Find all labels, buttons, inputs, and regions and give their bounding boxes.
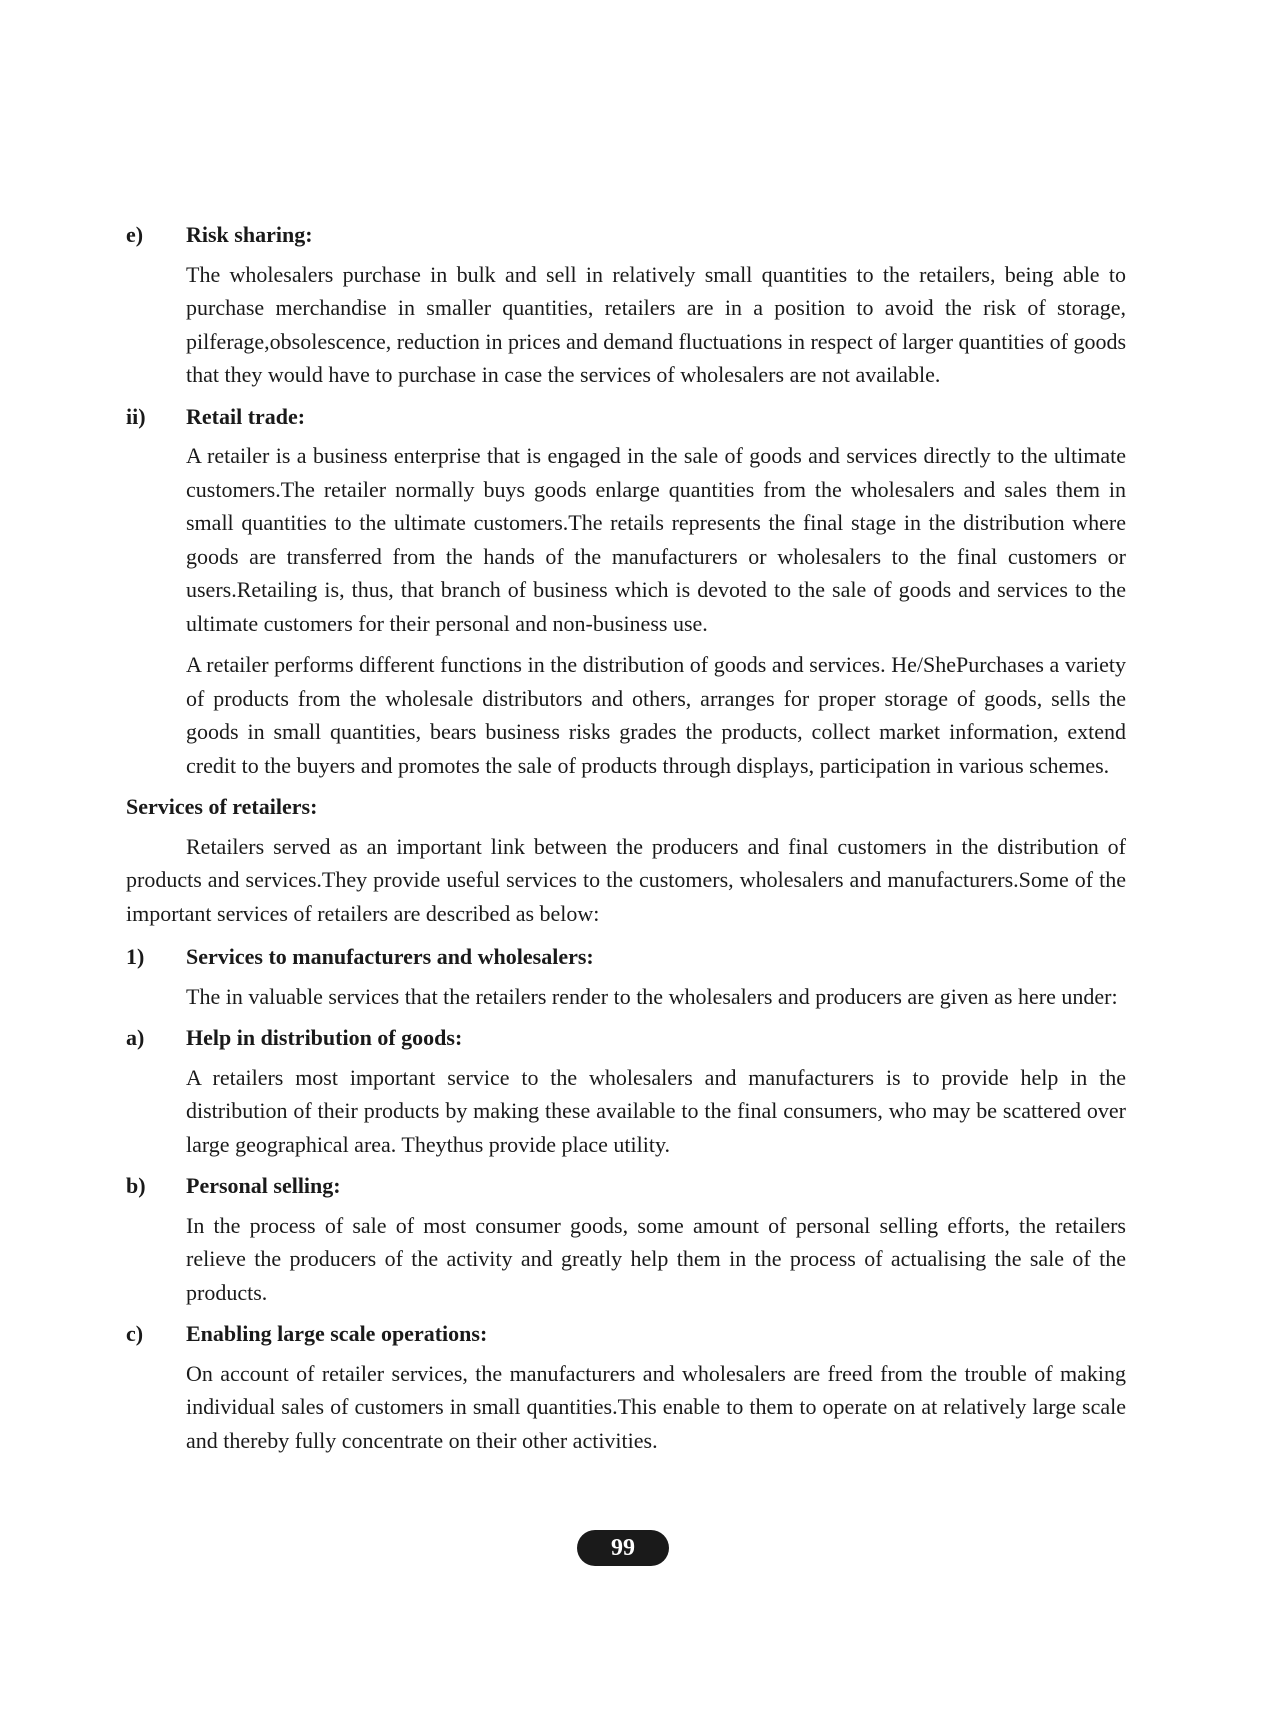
paragraph-retail-definition: A retailer is a business enterprise that is engaged in the sale of goods and services directly to the ultimate customers.The retailer normally buys goods enlarge quantities from the wholesalers and sales them in small quantities to the ultimate customers.The retails represents the final stage in the distribution where goods are transferred from the hands of the manufacturers or wholesalers to the final customers or users.Retailing is, thus, that branch of business which is devoted to the sale of goods and services to the ultimate customers for their personal and non-business use. [186, 443, 1126, 636]
paragraph-large-scale: On account of retailer services, the manufacturers and wholesalers are freed from the trouble of making individual sales of customers in small quantities.This enable to them to operate on at relatively large scale and thereby fully concentrate on their other activities. [186, 1360, 1126, 1453]
item-title: Services to manufacturers and wholesalers: [186, 944, 594, 969]
subheading-large-scale [126, 1317, 1126, 1351]
paragraph-risk-sharing: The wholesalers purchase in bulk and sell in relatively small quantities to the retailers, being able to purchase merchandise in smaller quantities, retailers are in a position to avoid the risk of storage, pilferage,obsolescence, reduction in prices and demand fluctuations in respect of larger quantities of goods that they would have to purchase in case the services of wholesalers are not available. [186, 261, 1126, 387]
item-title: Personal selling: [186, 1173, 341, 1198]
item-label: e) [126, 222, 144, 247]
subheading-risk-sharing [126, 218, 1126, 252]
item-label: c) [126, 1321, 144, 1346]
subheading-services-manufacturers [126, 940, 1126, 974]
item-title: Help in distribution of goods: [186, 1025, 463, 1050]
paragraph-retail-functions: A retailer performs different functions in the distribution of goods and services. He/ShePurchases a variety of products from the wholesale distributors and others, arranges for proper storage of goods, sells the goods in small quantities, bears business risks grades the products, collect market information, extend credit to the buyers and promotes the sale of products through displays, participation in various schemes. [186, 652, 1126, 778]
item-label: a) [126, 1025, 145, 1050]
item-label: ii) [126, 403, 146, 429]
paragraph-distribution-help: A retailers most important service to the wholesalers and manufacturers is to provide help in the distribution of their products by making these available to the final consumers, who may be scattered over large geographical area. Theythus provide place utility. [186, 1064, 1126, 1157]
paragraph-services-manufacturers: The in valuable services that the retailers render to the wholesalers and producers are given as here under: [186, 983, 1118, 1009]
item-label: b) [126, 1173, 146, 1198]
item-label: 1) [126, 944, 145, 969]
item-title: Retail trade: [186, 403, 306, 429]
page-number-badge: 99 [577, 1530, 669, 1566]
subheading-distribution-help [126, 1021, 1126, 1055]
page-content [126, 218, 1126, 1465]
paragraph-services-intro: Retailers served as an important link between the producers and final customers in the distribution of products and services.They provide useful services to the customers, wholesalers and manufacturers.Some of the important services of retailers are described as below: [126, 833, 1126, 926]
subheading-personal-selling [126, 1169, 1126, 1203]
subheading-retail-trade [126, 400, 1126, 434]
item-title: Risk sharing: [186, 222, 313, 247]
paragraph-personal-selling: In the process of sale of most consumer goods, some amount of personal selling efforts, the retailers relieve the producers of the activity and greatly help them in the process of actualising the sale of the products. [186, 1212, 1126, 1305]
item-title: Enabling large scale operations: [186, 1321, 488, 1346]
section-title-services: Services of retailers: [126, 794, 318, 819]
